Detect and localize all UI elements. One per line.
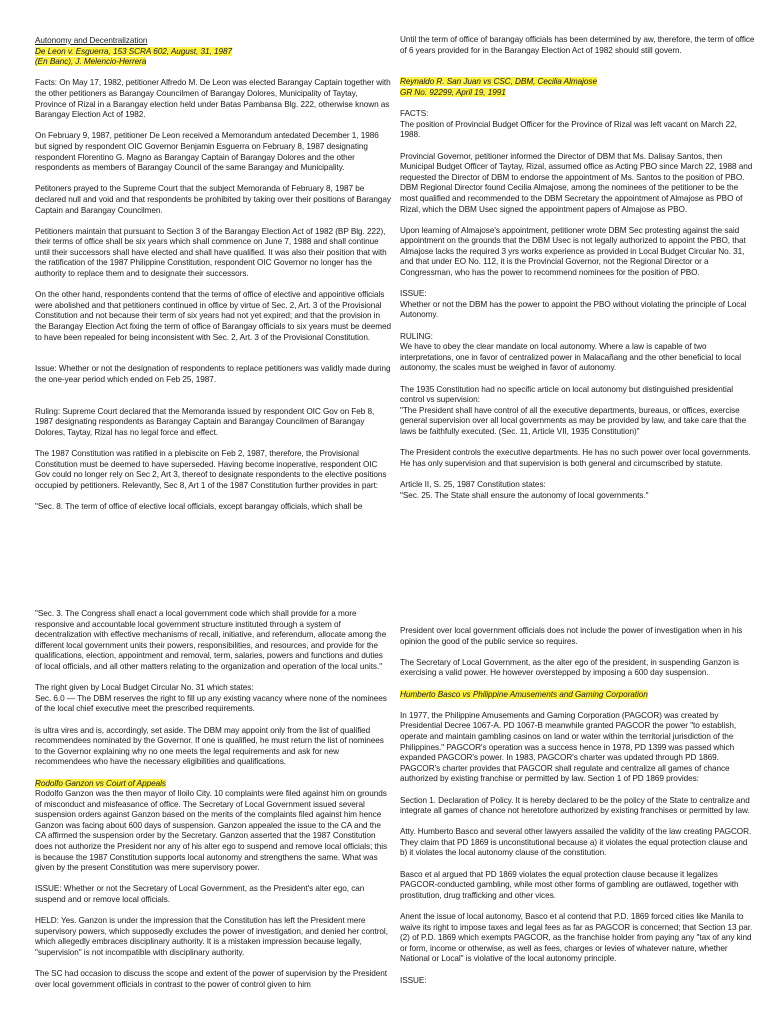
held-paragraph: HELD: Yes. Ganzon is under the impression that the Constitution has left the President mere supervisory powers, which supposedly excludes the power of investigation, and denied her control, which allegedly embraces disciplinary authority. It is a mistaken impression because legally, "supervision" is not incompatible with disciplinary authority.	[35, 916, 388, 957]
paragraph: The Secretary of Local Government, as the alter ego of the president, in suspending Ganzon is exercising a valid power. He however overstepped by imposing a 600 day suspension.	[400, 657, 739, 678]
issue-paragraph: ISSUE: Whether or not the Secretary of Local Government, as the President's alter ego, can suspend and or remove local officials.	[35, 884, 365, 905]
paragraph: On the other hand, respondents contend that the terms of office of elective and appointive officials were abolished and that petitioners continued in office by virtue of Sec. 2, Art. 3 of the Provisional Constitution and not because their term of six years had not yet expired; and that the provision in the Barangay Election Act fixing the term of office of Barangay officials to six years must be deemed to have been repealed for being inconsistent with Sec. 2, Art. 3 of the Provisional Constitution.	[35, 290, 391, 342]
case-citation: Rodolfo Ganzon vs Court of Appeals	[35, 778, 166, 788]
quote-paragraph: "The President shall have control of all the executive departments, bureaus, or offices, exercise general supervision over all local governments as may be provided by law, and take care that the laws be faithfully executed. (Sec. 11, Article VII, 1935 Constitution)"	[400, 405, 747, 436]
ruling-paragraph: We have to obey the clear mandate on local autonomy. Where a law is capable of two interpretations, one in favor of centralized power in Malacañang and the other beneficial to local autonomy, the scales must be weighed in favor of autonomy.	[400, 342, 742, 373]
issue-label: ISSUE:	[400, 289, 427, 299]
paragraph: The 1987 Constitution was ratified in a plebiscite on Feb 2, 1987, therefore, the Provisional Constitution must be deemed to have superseded. Having become inoperative, respondent OIC Gov could no longer rely on Sec 2, Art 3, thereof to designate respondents to the elective positions occupied by petitioners. Relevantly, Sec 8, Art 1 of the 1987 Constitution further provides in part:	[35, 449, 387, 490]
ruling-label: RULING:	[400, 331, 433, 341]
case-citation-court: (En Banc), J. Melencio-Herrera	[35, 57, 147, 67]
paragraph: President over local government officials does not include the power of investigation when in his opinion the good of the public service so requires.	[400, 626, 743, 646]
paragraph: Basco et al argued that PD 1869 violates the equal protection clause because it legalizes PAGCOR-conducted gambling, while most other forms of gambling are outlawed, together with prostitution, drug trafficking and other vices.	[400, 869, 739, 900]
facts-paragraph: Facts: On May 17, 1982, petitioner Alfredo M. De Leon was elected Barangay Captain together with the other petitioners as Barangay Councilmen of Barangay Dolores, Municipality of Taytay, Province of Rizal in a Barangay election held under Batas Pambansa Blg. 222, otherwise known as Barangay Election Act of 1982.	[35, 78, 391, 120]
facts-paragraph: The position of Provincial Budget Officer for the Province of Rizal was left vacant on March 22, 1988.	[400, 119, 737, 140]
issue-label: ISSUE:	[400, 975, 427, 985]
facts-label: FACTS:	[400, 109, 429, 119]
column-left	[35, 0, 391, 512]
paragraph: The President controls the executive departments. He has no such power over local governments. He has only supervision and that supervision is both general and circumscribed by statute.	[400, 448, 751, 468]
paragraph: In 1977, the Philippine Amusements and Gaming Corporation (PAGCOR) was created by Presidential Decree 1067-A. PD 1067-B meanwhile granted PAGCOR the power "to establish, operate and maintain gambling casinos on land or water within the territorial jurisdiction of the Philippines." PAGCOR's operation was a success hence in 1978, PD 1399 was passed which expanded PAGCOR's power. In 1983, PAGCOR's charter was updated through PD 1869. PAGCOR's charter provides that PAGCOR shall regulate and centralize all games of chance authorized by existing franchise or permitted by law. Section 1 of PD 1869 provides:	[400, 710, 737, 784]
paragraph: Until the term of office of barangay officials has been determined by aw, therefore, the term of office of 6 years provided for in the Barangay Election Act of 1982 should still govern.	[400, 35, 755, 55]
case-citation: De Leon v. Esguerra, 153 SCRA 602, August, 31, 1987	[35, 46, 232, 56]
ruling-paragraph: Ruling: Supreme Court declared that the Memoranda issued by respondent OIC Gov on Feb 8, 1987 designating respondents as Barangay Captain and Barangay Councilmen of Barangay Dolores, Taytay, Rizal has no legal force and effect.	[35, 406, 375, 437]
paragraph: The 1935 Constitution had no specific article on local autonomy but distinguished presidential control vs supervision:	[400, 384, 734, 405]
paragraph: Provincial Governor, petitioner informed the Director of DBM that Ms. Dalisay Santos, then Municipal Budget Officer of Taytay, Rizal, assumed office as Acting PBO since March 22, 1988 and requested the Director of DBM to endorse the appointment of Ms. Santos to the position of PBO. DBM Regional Director found Cecilia Almajose, among the nominees of the petitioner to be the most qualified and recommended to the DBM Secretary the appointment of Almajose as PBO of Rizal, which the DBM Usec signed the appointment papers of Almajose as PBO.	[400, 151, 753, 214]
column-right	[400, 512, 756, 1024]
column-right	[400, 0, 756, 512]
paragraph: Atty. Humberto Basco and several other lawyers assailed the validity of the law creating PAGCOR. They claim that PD 1869 is unconstitutional because a) it violates the equal protection clause and b) it violates the local autonomy clause of the constitution.	[400, 827, 752, 858]
quote-paragraph: "Sec. 25. The State shall ensure the autonomy of local governments."	[400, 490, 649, 500]
paragraph: The right given by Local Budget Circular No. 31 which states:	[35, 683, 254, 693]
document-page-2	[0, 512, 768, 1024]
paragraph: Petitoners prayed to the Supreme Court that the subject Memoranda of February 8, 1987 be declared null and void and that respondents be prohibited by taking over their positions of Barangay Captain and Barangay Councilmen.	[35, 184, 391, 215]
paragraph: Rodolfo Ganzon was the then mayor of Iloilo City. 10 complaints were filed against him on grounds of misconduct and misfeasance of office. The Secretary of Local Government issued several suspension orders against Ganzon based on the merits of the complaints filed against him hence Ganzon was facing about 600 days of suspension. Ganzon appealed the issue to the CA and the CA affirmed the suspension order by the Secretary. Ganzon asserted that the 1987 Constitution does not authorize the President nor any of his alter ego to suspend and remove local officials; this is because the 1987 Constitution supports local autonomy and strengthens the same. What was given by the present Constitution was mere supervisory power.	[35, 789, 388, 873]
case-citation: Humberto Basco vs Philippine Amusements and Gaming Corporation	[400, 689, 648, 699]
paragraph: On February 9, 1987, petitioner De Leon received a Memorandum antedated December 1, 1986 but signed by respondent OIC Governor Benjamin Esguerra on February 8, 1987 designating respondent Florentino G. Magno as Barangay Captain of Barangay Dolores and the other respondents as members of Barangay Council of the same Barangay and Municipality.	[35, 131, 379, 173]
paragraph: Petitioners maintain that pursuant to Section 3 of the Barangay Election Act of 1982 (BP Blg. 222), their terms of office shall be six years which shall commence on June 7, 1988 and shall continue until their successors shall have elected and shall have qualified. It was also their position that with the ratification of the 1987 Philippine Constitution, respondent OIC Governor no longer has the authority to replace them and to designate their successors.	[35, 226, 387, 279]
section-title: Autonomy and Decentralization	[35, 36, 148, 45]
quote-paragraph: "Sec. 3. The Congress shall enact a local government code which shall provide for a more responsive and accountable local government structure instituted through a system of decentralization with effective mechanisms of recall, initiative, and referendum, allocate among the different local government units their powers, responsibilities, and resources, and provide for the qualifications, election, appointment and removal, term, salaries, powers and functions and duties of local officials, and all other matters relating to the organization and operation of the local units."	[35, 609, 387, 671]
quote-paragraph: "Sec. 8. The term of office of elective local officials, except barangay officials, which shall be	[35, 502, 363, 512]
paragraph: Article II, S. 25, 1987 Constitution states:	[400, 479, 546, 489]
issue-paragraph: Whether or not the DBM has the power to appoint the PBO without violating the principle of Local Autonomy.	[400, 299, 747, 320]
paragraph: is ultra vires and is, accordingly, set aside. The DBM may appoint only from the list of qualified recommendees nominated by the Governor. If one is qualified, he must return the list of nominees to the Governor explaining why no one meets the legal requirements and ask for new recommendees who have the necessary eligibilities and qualifications.	[35, 725, 384, 767]
paragraph: The SC had occasion to discuss the scope and extent of the power of supervision by the President over local government officials in contrast to the power of control given to him	[35, 969, 388, 989]
paragraph: Upon learning of Almajose's appointment, petitioner wrote DBM Sec protesting against the said appointment on the grounds that the DBM Usec is not legally authorized to appoint the PBO, that Almajose lacks the required 3 yrs works experience as provided in Local Budget Circular No. 31, and that under EO No. 112, it is the Provincial Governor, not the Regional Director or a Congressman, who has the power to recommend nominees for the position of PBO.	[400, 225, 746, 278]
column-left	[35, 512, 391, 1024]
quote-paragraph: Section 1. Declaration of Policy. It is hereby declared to be the policy of the State to centralize and integrate all games of chance not heretofore authorized by existing franchises or permitted by law.	[400, 795, 750, 816]
paragraph: Anent the issue of local autonomy, Basco et al contend that P.D. 1869 forced cities like Manila to waive its right to impose taxes and legal fees as far as PAGCOR is concerned; that Section 13 par. (2) of P.D. 1869 which exempts PAGCOR, as the franchise holder from paying any "tax of any kind or form, income or otherwise, as well as fees, charges or levies of whatever nature, whether National or Local" is violative of the local autonomy principle.	[400, 912, 753, 964]
quote-paragraph: Sec. 6.0 — The DBM reserves the right to fill up any existing vacancy where none of the nominees of the local chief executive meet the prescribed requirements.	[35, 693, 387, 714]
issue-paragraph: Issue: Whether or not the designation of respondents to replace petitioners was validly made during the one-year period which ended on Feb 25, 1987.	[35, 364, 391, 384]
case-citation: Reynaldo R. San Juan vs CSC, DBM, Cecilia Almajose	[400, 77, 597, 87]
case-citation-number: GR No. 92299, April 19, 1991	[400, 87, 506, 97]
